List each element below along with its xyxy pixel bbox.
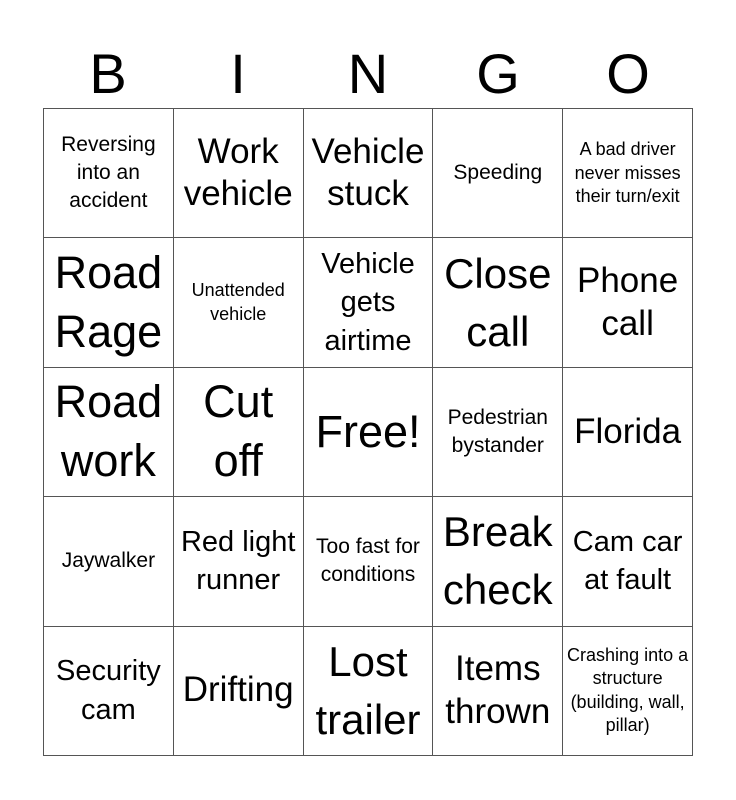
bingo-cell-label: Security cam	[56, 655, 161, 726]
header-letter-o: O	[606, 42, 650, 105]
bingo-cell-r4-c1[interactable]	[44, 497, 174, 626]
bingo-cell-label: Break check	[442, 508, 553, 614]
bingo-cell-label: Close call	[444, 249, 552, 355]
bingo-cell-label: Road work	[54, 376, 163, 486]
bingo-cell-label: A bad driver never misses their turn/exit	[574, 139, 681, 206]
bingo-cell-r3-c4[interactable]	[433, 368, 563, 497]
bingo-cell-label: Lost trailer	[315, 637, 421, 743]
bingo-cell-r5-c3[interactable]	[304, 627, 434, 756]
bingo-cell-r3-c2[interactable]	[174, 368, 304, 497]
bingo-cell-label: Vehicle stuck	[311, 131, 425, 214]
bingo-cell-r2-c3[interactable]	[304, 238, 434, 367]
bingo-cell-label: Too fast for conditions	[316, 535, 420, 587]
bingo-cell-r4-c4[interactable]	[433, 497, 563, 626]
bingo-cell-r2-c4[interactable]	[433, 238, 563, 367]
bingo-cell-label: Reversing into an accident	[61, 132, 156, 213]
bingo-cell-label: Cut off	[203, 376, 274, 486]
bingo-cell-r3-c1[interactable]	[44, 368, 174, 497]
bingo-cell-label: Red light runner	[180, 525, 296, 597]
bingo-cell-r3-c5[interactable]	[563, 368, 693, 497]
bingo-cell-label: Cam car at fault	[572, 525, 683, 597]
bingo-cell-r5-c4[interactable]	[433, 627, 563, 756]
header-letter-n: N	[347, 42, 389, 105]
bingo-cell-label: Florida	[574, 411, 682, 451]
bingo-cell-r1-c4[interactable]	[433, 109, 563, 238]
header-letter-g: G	[476, 42, 520, 105]
bingo-header	[43, 40, 693, 108]
bingo-cell-r4-c3[interactable]	[304, 497, 434, 626]
bingo-cell-label: Items thrown	[445, 649, 551, 731]
bingo-cell-label: Pedestrian bystander	[447, 405, 548, 457]
bingo-cell-label: Drifting	[182, 670, 294, 710]
bingo-cell-label: Work vehicle	[183, 131, 293, 214]
bingo-cell-r4-c5[interactable]	[563, 497, 693, 626]
bingo-cell-label: Road Rage	[54, 247, 163, 357]
header-letter-i: I	[230, 42, 246, 105]
bingo-cell-r2-c1[interactable]	[44, 238, 174, 367]
bingo-cell-r3-c3[interactable]	[304, 368, 434, 497]
bingo-cell-label: Speeding	[453, 161, 543, 185]
bingo-cell-r4-c2[interactable]	[174, 497, 304, 626]
bingo-cell-r2-c2[interactable]	[174, 238, 304, 367]
header-letter-b: B	[89, 42, 127, 105]
bingo-cell-r1-c2[interactable]	[174, 109, 304, 238]
bingo-cell-r5-c5[interactable]	[563, 627, 693, 756]
bingo-board	[43, 108, 693, 756]
bingo-cell-label: Phone call	[576, 260, 679, 343]
bingo-cell-r1-c3[interactable]	[304, 109, 434, 238]
bingo-cell-label: Free!	[315, 405, 421, 457]
bingo-cell-r1-c1[interactable]	[44, 109, 174, 238]
bingo-cell-label: Jaywalker	[61, 549, 156, 573]
bingo-cell-label: Vehicle gets airtime	[321, 247, 415, 357]
bingo-cell-label: Unattended vehicle	[191, 280, 285, 324]
bingo-cell-r1-c5[interactable]	[563, 109, 693, 238]
bingo-cell-r2-c5[interactable]	[563, 238, 693, 367]
bingo-cell-r5-c1[interactable]	[44, 627, 174, 756]
bingo-cell-r5-c2[interactable]	[174, 627, 304, 756]
bingo-cell-label: Crashing into a structure (building, wall, pillar)	[567, 645, 689, 736]
